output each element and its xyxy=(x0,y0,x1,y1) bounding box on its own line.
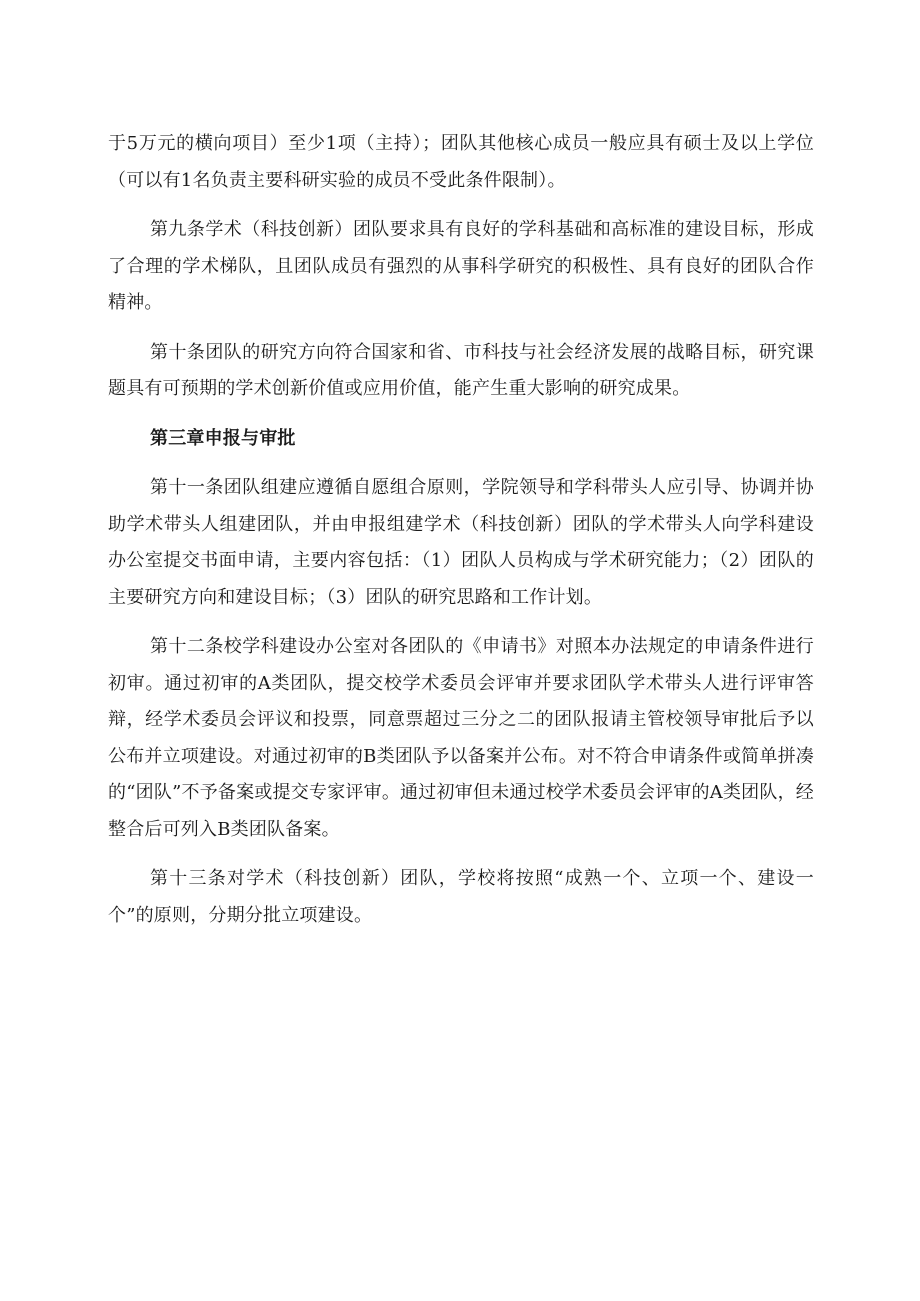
chapter-heading: 第三章申报与审批 xyxy=(150,427,296,449)
document-body xyxy=(108,126,814,947)
paragraph-continuation: 于5万元的横向项目）至少1项（主持）；团队其他核心成员一般应具有硕士及以上学位（可以有1名负责主要科研实验的成员不受此条件限制）。 xyxy=(108,133,814,191)
paragraph-article-11: 第十一条团队组建应遵循自愿组合原则，学院领导和学科带头人应引导、协调并协助学术带头人组建团队，并由申报组建学术（科技创新）团队的学术带头人向学科建设办公室提交书面申请，主要内容包括：（1）团队人员构成与学术研究能力；（2）团队的主要研究方向和建设目标；（3）团队的研究思路和工作计划。 xyxy=(108,477,814,608)
paragraph-article-13: 第十三条对学术（科技创新）团队，学校将按照“成熟一个、立项一个、建设一个”的原则，分期分批立项建设。 xyxy=(108,868,814,926)
paragraph-article-12: 第十二条校学科建设办公室对各团队的《申请书》对照本办法规定的申请条件进行初审。通过初审的A类团队，提交校学术委员会评审并要求团队学术带头人进行评审答辩，经学术委员会评议和投票，同意票超过三分之二的团队报请主管校领导审批后予以公布并立项建设。对通过初审的B类团队予以备案并公布。对不符合申请条件或简单拼凑的“团队”不予备案或提交专家评审。通过初审但未通过校学术委员会评审的A类团队，经整合后可列入B类团队备案。 xyxy=(108,636,814,840)
paragraph-article-9: 第九条学术（科技创新）团队要求具有良好的学科基础和高标准的建设目标，形成了合理的学术梯队，且团队成员有强烈的从事科学研究的积极性、具有良好的团队合作精神。 xyxy=(108,219,814,313)
paragraph-article-10: 第十条团队的研究方向符合国家和省、市科技与社会经济发展的战略目标，研究课题具有可预期的学术创新价值或应用价值，能产生重大影响的研究成果。 xyxy=(108,341,814,399)
